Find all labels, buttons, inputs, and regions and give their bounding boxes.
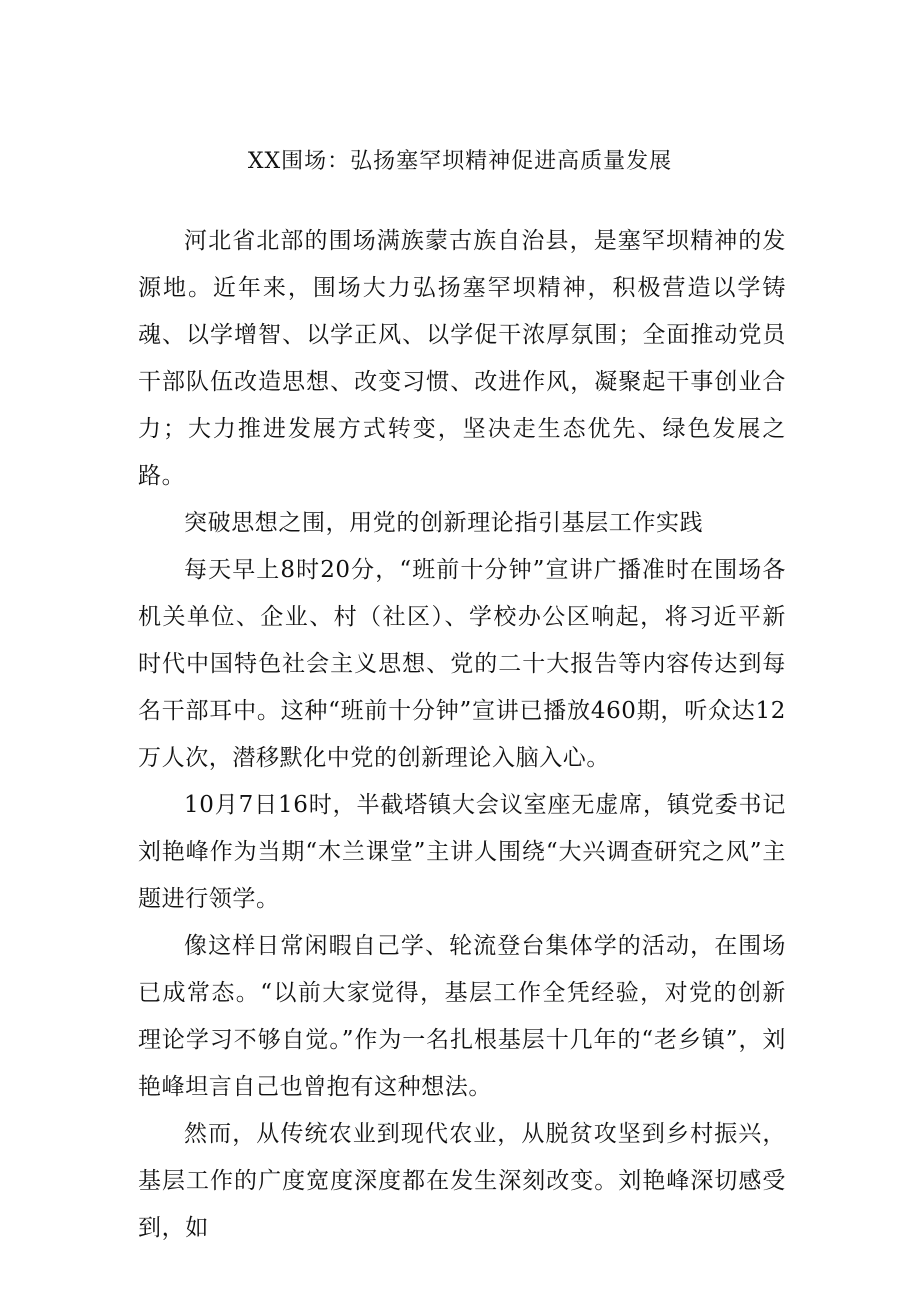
paragraph-intro: 河北省北部的围场满族蒙古族自治县，是塞罕坝精神的发源地。近年来，围场大力弘扬塞罕坝精神，积极营造以学铸魂、以学增智、以学正风、以学促干浓厚氛围；全面推动党员干部队伍改造思想、改变习惯、改进作风，凝聚起干事创业合力；大力推进发展方式转变，坚决走生态优先、绿色发展之路。 bbox=[138, 228, 786, 489]
paragraph-broadcast: 每天早上8时20分，“班前十分钟”宣讲广播准时在围场各机关单位、企业、村（社区）、学校办公区响起，将习近平新时代中国特色社会主义思想、党的二十大报告等内容传达到每名干部耳中。这种“班前十分钟”宣讲已播放460期，听众达12万人次，潜移默化中党的创新理论入脑入心。 bbox=[138, 557, 786, 771]
paragraph-routine: 像这样日常闲暇自己学、轮流登台集体学的活动，在围场已成常态。“以前大家觉得，基层工作全凭经验，对党的创新理论学习不够自觉。”作为一名扎根基层十几年的“老乡镇”，刘艳峰坦言自己也曾抱有这种想法。 bbox=[138, 933, 786, 1100]
document-body bbox=[138, 218, 786, 1252]
paragraph-change: 然而，从传统农业到现代农业，从脱贫攻坚到乡村振兴，基层工作的广度宽度深度都在发生深刻改变。刘艳峰深切感受到，如 bbox=[138, 1121, 786, 1241]
section-heading: 突破思想之围，用党的创新理论指引基层工作实践 bbox=[184, 510, 704, 536]
document-title: XX围场：弘扬塞罕坝精神促进高质量发展 bbox=[247, 149, 673, 174]
paragraph-lecture: 10月7日16时，半截塔镇大会议室座无虚席，镇党委书记刘艳峰作为当期“木兰课堂”主讲人围绕“大兴调查研究之风”主题进行领学。 bbox=[138, 792, 786, 912]
